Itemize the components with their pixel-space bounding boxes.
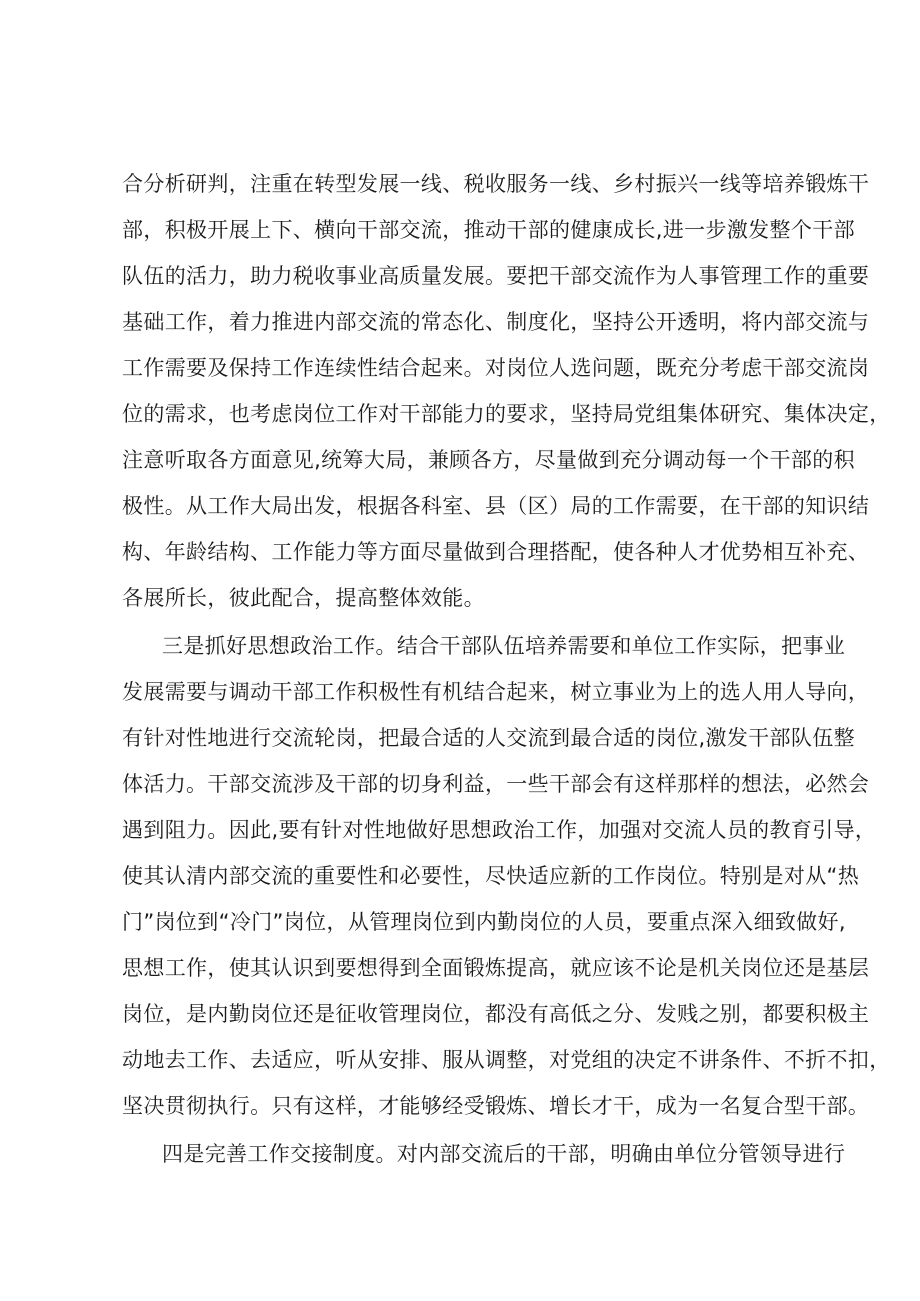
text-line: 坚决贯彻执行。只有这样，才能够经受锻炼、增长才干，成为一名复合型干部。 <box>122 1094 870 1118</box>
text-line: 位的需求，也考虑岗位工作对干部能力的要求，坚持局党组集体研究、集体决定， <box>122 402 891 426</box>
text-line: 思想工作，使其认识到要想得到全面锻炼提高，就应该不论是机关岗位还是基层 <box>122 956 870 980</box>
text-line: 注意听取各方面意见,统筹大局，兼顾各方，尽量做到充分调动每一个干部的积 <box>122 448 855 472</box>
text-line: 岗位，是内勤岗位还是征收管理岗位，都没有高低之分、发贱之别，都要积极主 <box>122 1002 870 1026</box>
text-line: 遇到阻力。因此,要有针对性地做好思想政治工作，加强对交流人员的教育引导， <box>122 818 877 842</box>
text-line: 构、年龄结构、工作能力等方面尽量做到合理搭配，使各种人才优势相互补充、 <box>122 540 870 564</box>
text-line: 部，积极开展上下、横向干部交流，推动干部的健康成长,进一步激发整个干部 <box>122 218 855 242</box>
paragraph-heading-line: 四是完善工作交接制度。对内部交流后的干部，明确由单位分管领导进行 <box>162 1142 846 1166</box>
text-line: 合分析研判，注重在转型发展一线、税收服务一线、乡村振兴一线等培养锻炼干 <box>122 172 870 196</box>
text-line: 工作需要及保持工作连续性结合起来。对岗位人选问题，既充分考虑干部交流岗 <box>122 356 870 380</box>
text-line: 动地去工作、去适应，听从安排、服从调整，对党组的决定不讲条件、不折不扣， <box>122 1048 891 1072</box>
text-line: 体活力。干部交流涉及干部的切身利益，一些干部会有这样那样的想法，必然会 <box>122 772 870 796</box>
text-line: 极性。从工作大局出发，根据各科室、县（区）局的工作需要，在干部的知识结 <box>122 494 870 518</box>
text-line: 发展需要与调动干部工作积极性有机结合起来，树立事业为上的选人用人导向， <box>122 680 870 704</box>
text-line: 有针对性地进行交流轮岗，把最合适的人交流到最合适的岗位,激发干部队伍整 <box>122 726 855 750</box>
text-line: 使其认清内部交流的重要性和必要性，尽快适应新的工作岗位。特别是对从“热 <box>122 864 860 888</box>
text-line: 门”岗位到“冷门”岗位，从管理岗位到内勤岗位的人员，要重点深入细致做好, <box>122 910 846 934</box>
paragraph-heading-line: 三是抓好思想政治工作。结合干部队伍培养需要和单位工作实际，把事业 <box>162 634 846 658</box>
text-line: 各展所长，彼此配合，提高整体效能。 <box>122 586 485 610</box>
text-line: 基础工作，着力推进内部交流的常态化、制度化，坚持公开透明，将内部交流与 <box>122 310 870 334</box>
text-line: 队伍的活力，助力税收事业高质量发展。要把干部交流作为人事管理工作的重要 <box>122 264 870 288</box>
